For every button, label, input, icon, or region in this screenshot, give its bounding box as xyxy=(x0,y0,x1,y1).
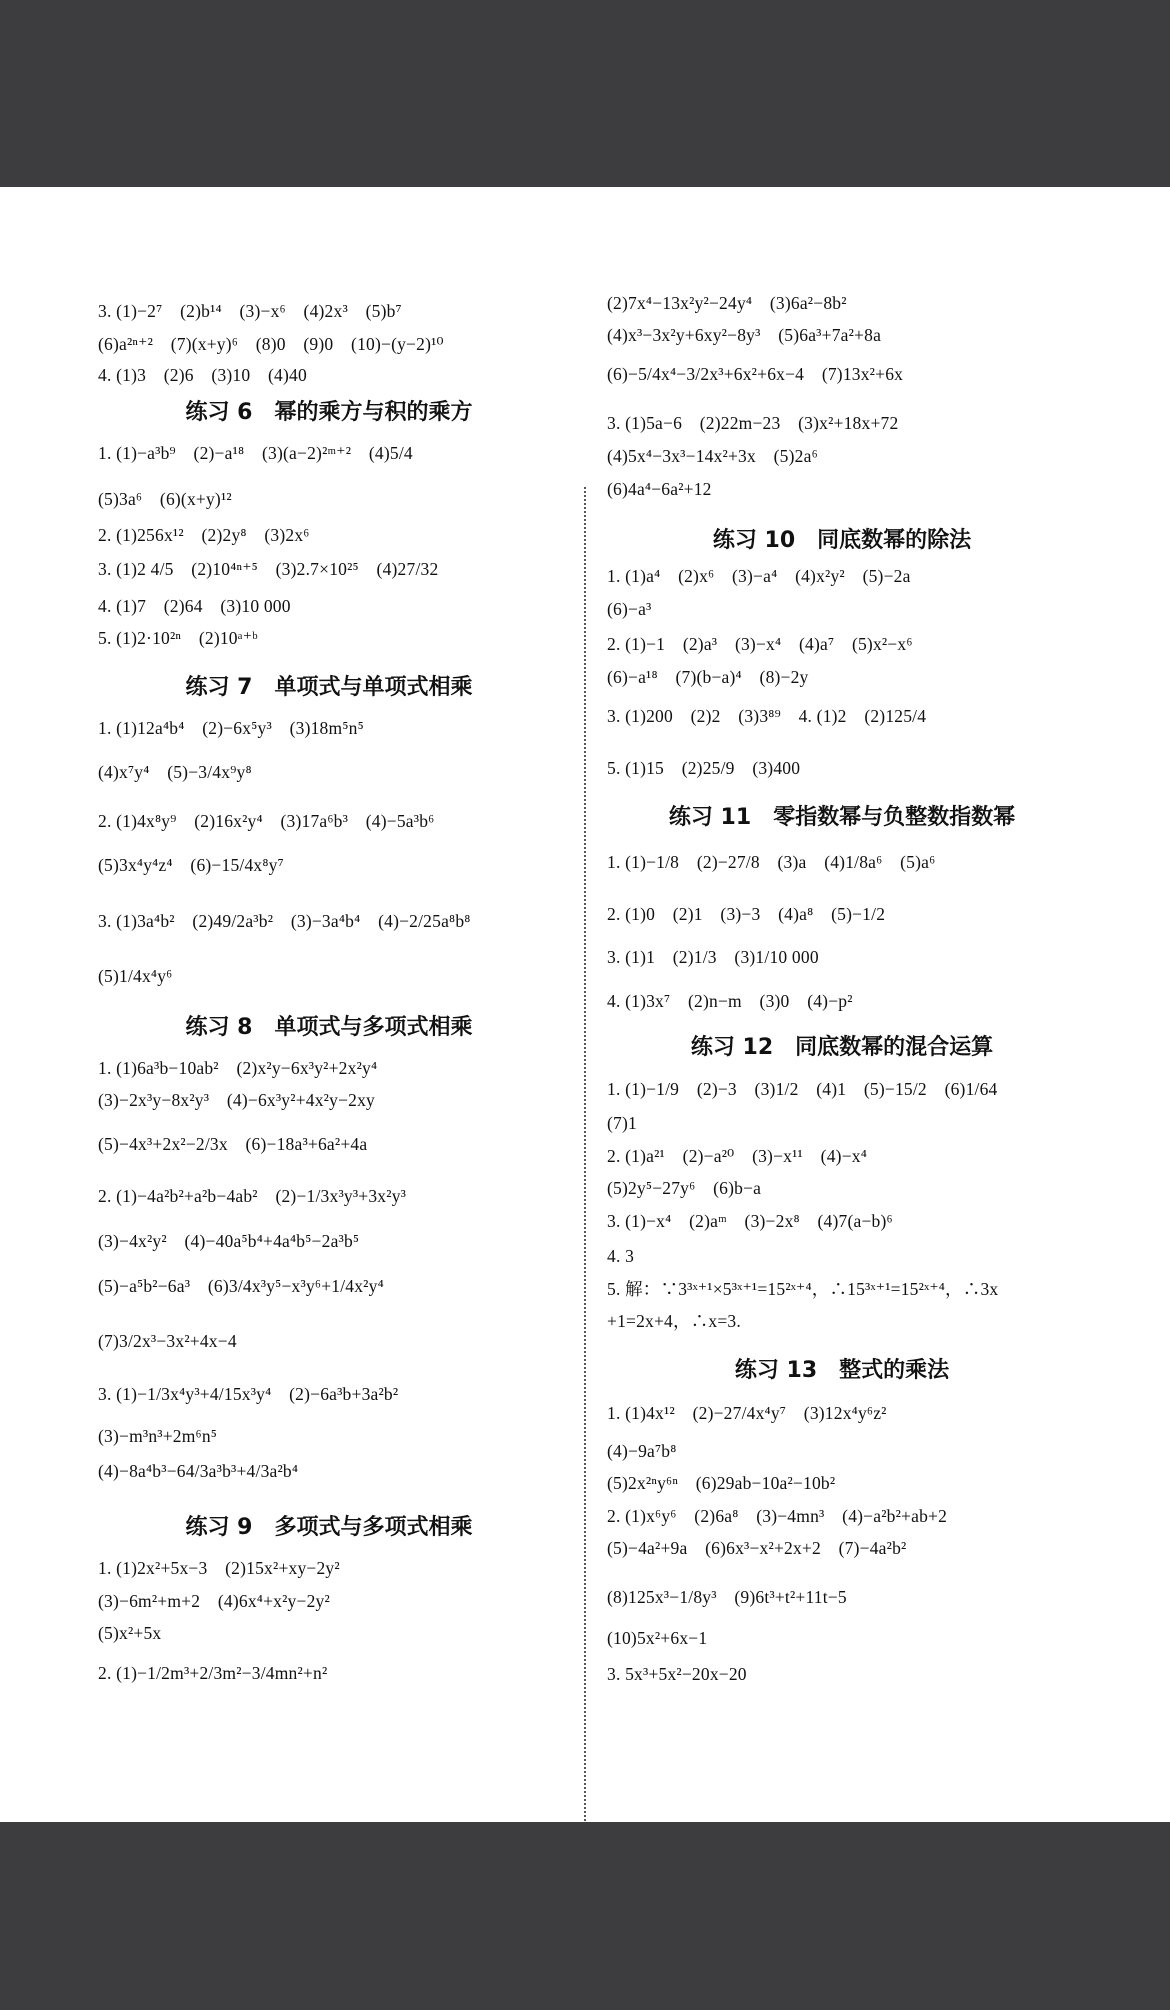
answer-line: (4)x⁷y⁴ (5)−3/4x⁹y⁸ xyxy=(98,762,252,782)
answer-line: 3. 5x³+5x²−20x−20 xyxy=(607,1664,747,1684)
section-heading: 练习 11 零指数幂与负整数指数幂 xyxy=(668,805,1016,830)
answer-line: (6)4a⁴−6a²+12 xyxy=(607,479,712,499)
answer-line: (4)x³−3x²y+6xy²−8y³ (5)6a³+7a²+8a xyxy=(607,325,882,345)
answer-line: 5. (1)15 (2)25/9 (3)400 xyxy=(607,758,801,778)
answer-line: 1. (1)4x¹² (2)−27/4x⁴y⁷ (3)12x⁴y⁶z² xyxy=(607,1403,887,1423)
section-heading: 练习 7 单项式与单项式相乘 xyxy=(185,675,473,700)
answer-line: (8)125x³−1/8y³ (9)6t³+t²+11t−5 xyxy=(607,1587,847,1607)
answer-line: (7)1 xyxy=(607,1113,637,1133)
answer-line: (5)−4a²+9a (6)6x³−x²+2x+2 (7)−4a²b² xyxy=(607,1538,907,1558)
answer-line: 1. (1)12a⁴b⁴ (2)−6x⁵y³ (3)18m⁵n⁵ xyxy=(98,718,364,738)
section-heading: 练习 6 幂的乘方与积的乘方 xyxy=(185,400,473,425)
answer-line: (3)−6m²+m+2 (4)6x⁴+x²y−2y² xyxy=(98,1591,330,1611)
answer-line: (4)5x⁴−3x³−14x²+3x (5)2a⁶ xyxy=(607,446,818,466)
answer-line: (3)−2x³y−8x²y³ (4)−6x³y²+4x²y−2xy xyxy=(98,1090,375,1110)
section-heading: 练习 8 单项式与多项式相乘 xyxy=(185,1015,473,1040)
answer-line: (4)−8a⁴b³−64/3a³b³+4/3a²b⁴ xyxy=(98,1461,299,1481)
answer-line: 1. (1)−1/8 (2)−27/8 (3)a (4)1/8a⁶ (5)a⁶ xyxy=(607,852,936,872)
answer-line: 2. (1)−1/2m³+2/3m²−3/4mn²+n² xyxy=(98,1663,328,1683)
answer-line: (6)a²ⁿ⁺² (7)(x+y)⁶ (8)0 (9)0 (10)−(y−2)¹⁰ xyxy=(98,334,444,354)
section-heading: 练习 13 整式的乘法 xyxy=(734,1358,950,1383)
section-heading: 练习 9 多项式与多项式相乘 xyxy=(185,1515,473,1540)
answer-line: 2. (1)4x⁸y⁹ (2)16x²y⁴ (3)17a⁶b³ (4)−5a³b⁶ xyxy=(98,811,435,831)
section-heading: 练习 12 同底数幂的混合运算 xyxy=(690,1035,994,1060)
answer-line: 3. (1)−2⁷ (2)b¹⁴ (3)−x⁶ (4)2x³ (5)b⁷ xyxy=(98,301,402,321)
answer-line: 4. (1)3 (2)6 (3)10 (4)40 xyxy=(98,365,307,385)
answer-line: (5)2y⁵−27y⁶ (6)b−a xyxy=(607,1178,762,1198)
answer-line: (3)−4x²y² (4)−40a⁵b⁴+4a⁴b⁵−2a³b⁵ xyxy=(98,1231,360,1251)
answer-line: (4)−9a⁷b⁸ xyxy=(607,1441,677,1461)
answer-line: 2. (1)a²¹ (2)−a²⁰ (3)−x¹¹ (4)−x⁴ xyxy=(607,1146,868,1166)
answer-line: 1. (1)a⁴ (2)x⁶ (3)−a⁴ (4)x²y² (5)−2a xyxy=(607,566,911,586)
answer-line: 4. 3 xyxy=(607,1246,635,1266)
answer-line: (6)−5/4x⁴−3/2x³+6x²+6x−4 (7)13x²+6x xyxy=(607,364,904,384)
answer-line: 3. (1)2 4/5 (2)10⁴ⁿ⁺⁵ (3)2.7×10²⁵ (4)27/32 xyxy=(98,559,439,579)
answer-line: 2. (1)x⁶y⁶ (2)6a⁸ (3)−4mn³ (4)−a²b²+ab+2 xyxy=(607,1506,948,1526)
answer-line: (6)−a³ xyxy=(607,599,652,619)
answer-line: (5)−4x³+2x²−2/3x (6)−18a³+6a²+4a xyxy=(98,1134,368,1154)
answer-line: 5. (1)2·10²ⁿ (2)10ᵃ⁺ᵇ xyxy=(98,628,258,648)
answer-line: (2)7x⁴−13x²y²−24y⁴ (3)6a²−8b² xyxy=(607,293,847,313)
column-divider xyxy=(584,487,586,1885)
answer-line: 3. (1)200 (2)2 (3)3⁸⁹ 4. (1)2 (2)125/4 xyxy=(607,706,927,726)
answer-line: 5. 解：∵3³ˣ⁺¹×5³ˣ⁺¹=15²ˣ⁺⁴，∴15³ˣ⁺¹=15²ˣ⁺⁴，∴3x xyxy=(607,1279,999,1299)
answer-line: 1. (1)6a³b−10ab² (2)x²y−6x³y²+2x²y⁴ xyxy=(98,1058,378,1078)
answer-line: (5)−a⁵b²−6a³ (6)3/4x³y⁵−x³y⁶+1/4x²y⁴ xyxy=(98,1276,384,1296)
answer-page xyxy=(0,187,1170,1822)
answer-line: (6)−a¹⁸ (7)(b−a)⁴ (8)−2y xyxy=(607,667,809,687)
answer-line: 1. (1)−1/9 (2)−3 (3)1/2 (4)1 (5)−15/2 (6)1/64 xyxy=(607,1079,998,1099)
answer-line: 4. (1)3x⁷ (2)n−m (3)0 (4)−p² xyxy=(607,991,853,1011)
answer-line: 3. (1)−1/3x⁴y³+4/15x³y⁴ (2)−6a³b+3a²b² xyxy=(98,1384,399,1404)
bottom-band xyxy=(0,1822,1170,2010)
answer-line: (5)x²+5x xyxy=(98,1623,162,1643)
answer-line: 2. (1)−4a²b²+a²b−4ab² (2)−1/3x³y³+3x²y³ xyxy=(98,1186,407,1206)
answer-line: 1. (1)−a³b⁹ (2)−a¹⁸ (3)(a−2)²ᵐ⁺² (4)5/4 xyxy=(98,443,413,463)
answer-line: (10)5x²+6x−1 xyxy=(607,1628,708,1648)
answer-line: (5)2x²ⁿy⁶ⁿ (6)29ab−10a²−10b² xyxy=(607,1473,836,1493)
section-heading: 练习 10 同底数幂的除法 xyxy=(712,528,972,553)
top-band xyxy=(0,0,1170,187)
answer-line: (7)3/2x³−3x²+4x−4 xyxy=(98,1331,237,1351)
answer-line: 3. (1)−x⁴ (2)aᵐ (3)−2x⁸ (4)7(a−b)⁶ xyxy=(607,1211,893,1231)
answer-line: 2. (1)256x¹² (2)2y⁸ (3)2x⁶ xyxy=(98,525,310,545)
answer-line: (3)−m³n³+2m⁶n⁵ xyxy=(98,1426,218,1446)
answer-line: 2. (1)0 (2)1 (3)−3 (4)a⁸ (5)−1/2 xyxy=(607,904,886,924)
answer-line: 3. (1)5a−6 (2)22m−23 (3)x²+18x+72 xyxy=(607,413,899,433)
answer-line: 1. (1)2x²+5x−3 (2)15x²+xy−2y² xyxy=(98,1558,340,1578)
answer-line: 3. (1)1 (2)1/3 (3)1/10 000 xyxy=(607,947,819,967)
answer-line: (5)1/4x⁴y⁶ xyxy=(98,966,173,986)
answer-line: (5)3a⁶ (6)(x+y)¹² xyxy=(98,489,232,509)
answer-line: +1=2x+4，∴x=3. xyxy=(607,1311,741,1331)
answer-line: 3. (1)3a⁴b² (2)49/2a³b² (3)−3a⁴b⁴ (4)−2/25a⁸b⁸ xyxy=(98,911,471,931)
answer-line: (5)3x⁴y⁴z⁴ (6)−15/4x⁸y⁷ xyxy=(98,855,284,875)
answer-line: 4. (1)7 (2)64 (3)10 000 xyxy=(98,596,291,616)
answer-line: 2. (1)−1 (2)a³ (3)−x⁴ (4)a⁷ (5)x²−x⁶ xyxy=(607,634,913,654)
